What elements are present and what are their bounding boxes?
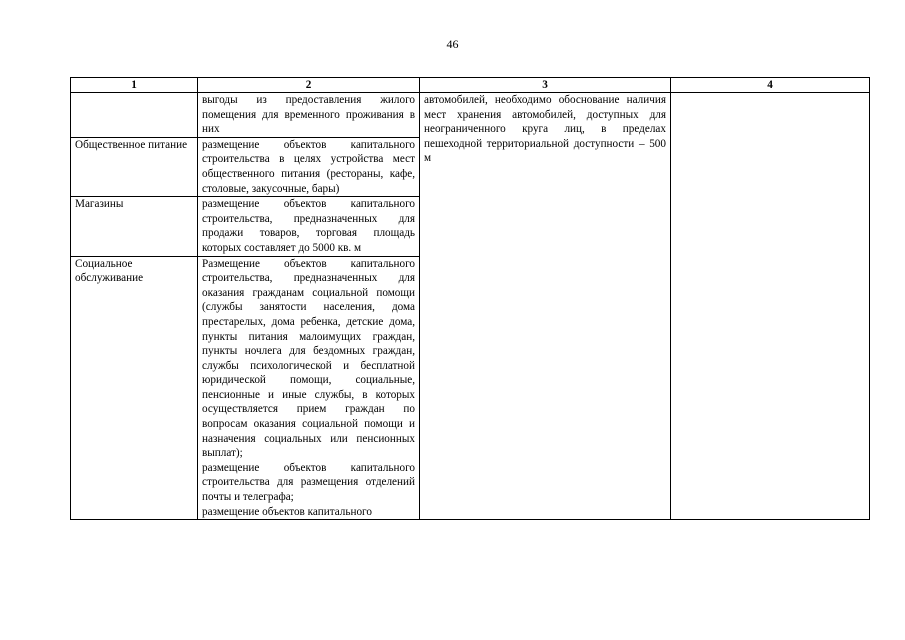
row-description-cell: Размещение объектов капитального строительства, предназначенных для оказания гражданам социальной помощи (службы занятости населения, дома престарелых, дома ребенка, детские дома, пункты питания малоимущих граждан, пункты ночлега для бездомных граждан, службы психологической и бесплатной юридической помощи, социальные, пенсионные и иные службы, в которых осуществляется прием граждан по вопросам оказания социальной помощи и назначения социальных или пенсионных выплат); размещение объектов капитального строительства для размещения отделений почты и телеграфа; размещение объектов капитального (198, 256, 420, 520)
row-name-cell: Магазины (71, 197, 198, 256)
row-description-cell: размещение объектов капитального строительства в целях устройства мест общественного питания (рестораны, кафе, столовые, закусочные, бары) (198, 137, 420, 196)
row-name-cell: Социальное обслуживание (71, 256, 198, 520)
row-description-cell: выгоды из предоставления жилого помещения для временного проживания в них (198, 93, 420, 138)
row-name-cell: Общественное питание (71, 137, 198, 196)
table-row (71, 93, 870, 138)
row-name-cell (71, 93, 198, 138)
header-row (71, 78, 870, 93)
column-header-3: 3 (420, 78, 671, 93)
column-header-1: 1 (71, 78, 198, 93)
column-header-4: 4 (671, 78, 870, 93)
page-number: 46 (446, 37, 459, 51)
regulations-table (70, 77, 870, 520)
col3-merged-cell (420, 93, 671, 520)
col3-text: автомобилей, необходимо обоснование наличия мест хранения автомобилей, доступных для неограниченного круга лиц, в пределах пешеходной территориальной доступности – 500 м (424, 94, 666, 165)
row-description-cell: размещение объектов капитального строительства, предназначенных для продажи товаров, торговая площадь которых составляет до 5000 кв. м (198, 197, 420, 256)
column-header-2: 2 (198, 78, 420, 93)
col4-merged-cell (671, 93, 870, 520)
